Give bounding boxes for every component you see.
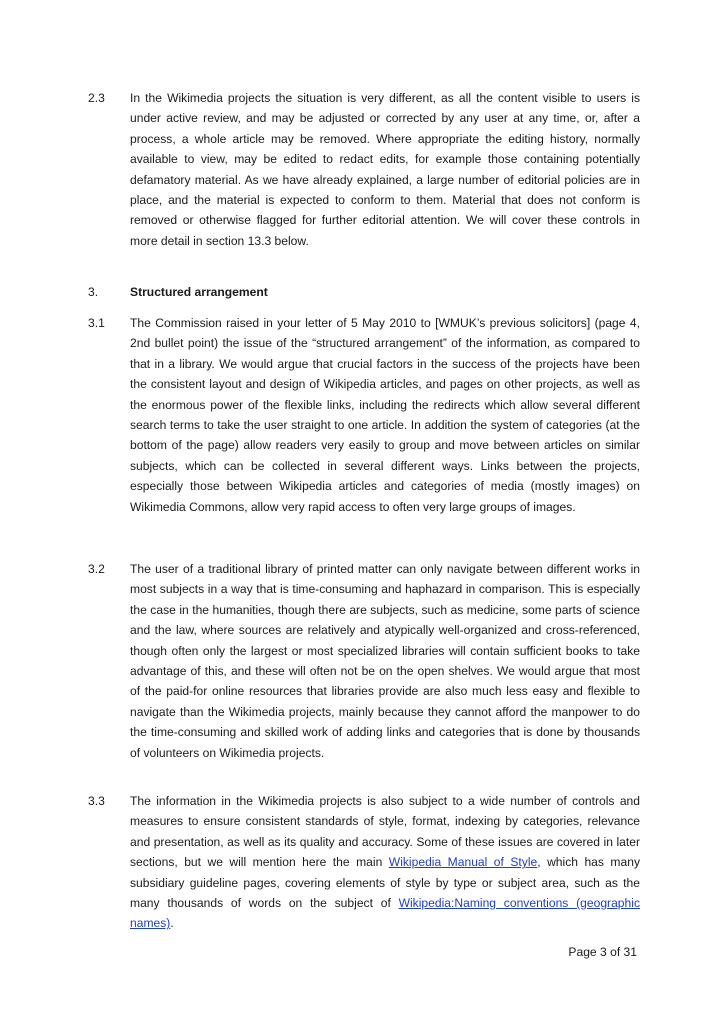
text-segment: . xyxy=(170,916,174,931)
paragraph-number: 2.3 xyxy=(88,91,105,105)
section-number: 3. xyxy=(88,285,99,299)
paragraph-text xyxy=(130,791,640,934)
paragraph-number: 3.2 xyxy=(88,562,105,576)
text-segment: , which has many subsidiary guideline pages, covering elements of style by type or subject area, such as the many thousands of words on the subject of xyxy=(130,855,640,911)
section-heading-3 xyxy=(88,282,268,302)
section-title: Structured arrangement xyxy=(130,285,268,299)
paragraph-text: The user of a traditional library of printed matter can only navigate between different works in most subjects in a way that is time-consuming and haphazard in comparison. This is especially the case in the humanities, though there are subjects, such as medicine, some parts of science and the law, where sources are relatively and atypically well-organized and cross-referenced, though often only the largest or most specialized libraries will contain sufficient books to take advantage of this, and these will often not be on the open shelves. We would argue that most of the paid-for online resources that libraries provide are also much less easy and flexible to navigate than the Wikimedia projects, mainly because they cannot afford the manpower to do the time-consuming and skilled work of adding links and categories that is done by thousands of volunteers on Wikimedia projects. xyxy=(130,562,640,760)
page-number: Page 3 of 31 xyxy=(568,945,637,959)
paragraph-number: 3.3 xyxy=(88,794,105,808)
manual-of-style-link[interactable]: Wikipedia Manual of Style xyxy=(388,855,538,870)
paragraph-3-2 xyxy=(88,559,640,763)
paragraph-number: 3.1 xyxy=(88,316,105,330)
paragraph-3-3 xyxy=(88,791,640,934)
text-segment: The information in the Wikimedia projects is also subject to a wide number of controls and measures to ensure consistent standards of style, format, indexing by categories, relevance and presentation, as well as its quality and accuracy. Some of these issues are covered in later sections, but we will mention here the main xyxy=(130,794,640,870)
paragraph-text: In the Wikimedia projects the situation is very different, as all the content visible to users is under active review, and may be adjusted or corrected by any user at any time, or, after a process, a whole article may be removed. Where appropriate the editing history, normally available to view, may be edited to redact edits, for example those containing potentially defamatory material. As we have already explained, a large number of editorial policies are in place, and the material is expected to conform to them. Material that does not conform is removed or otherwise flagged for further editorial attention. We will cover these controls in more detail in section 13.3 below. xyxy=(130,91,640,248)
naming-conventions-link[interactable]: Wikipedia:Naming conventions (geographic names) xyxy=(130,896,640,931)
paragraph-text: The Commission raised in your letter of 5 May 2010 to [WMUK’s previous solicitors] (page 4, 2nd bullet point) the issue of the “structured arrangement” of the information, as compared to that in a library. We would argue that crucial factors in the success of the projects have been the consistent layout and design of Wikipedia articles, and pages on other projects, as well as the enormous power of the flexible links, including the redirects which allow several different search terms to take the user straight to one article. In addition the system of categories (at the bottom of the page) allow readers very easily to group and move between articles on similar subjects, which can be collected in several different ways. Links between the projects, especially those between Wikipedia articles and categories of media (mostly images) on Wikimedia Commons, allow very rapid access to often very large groups of images. xyxy=(130,316,640,514)
paragraph-3-1 xyxy=(88,313,640,517)
paragraph-2-3 xyxy=(88,88,640,251)
